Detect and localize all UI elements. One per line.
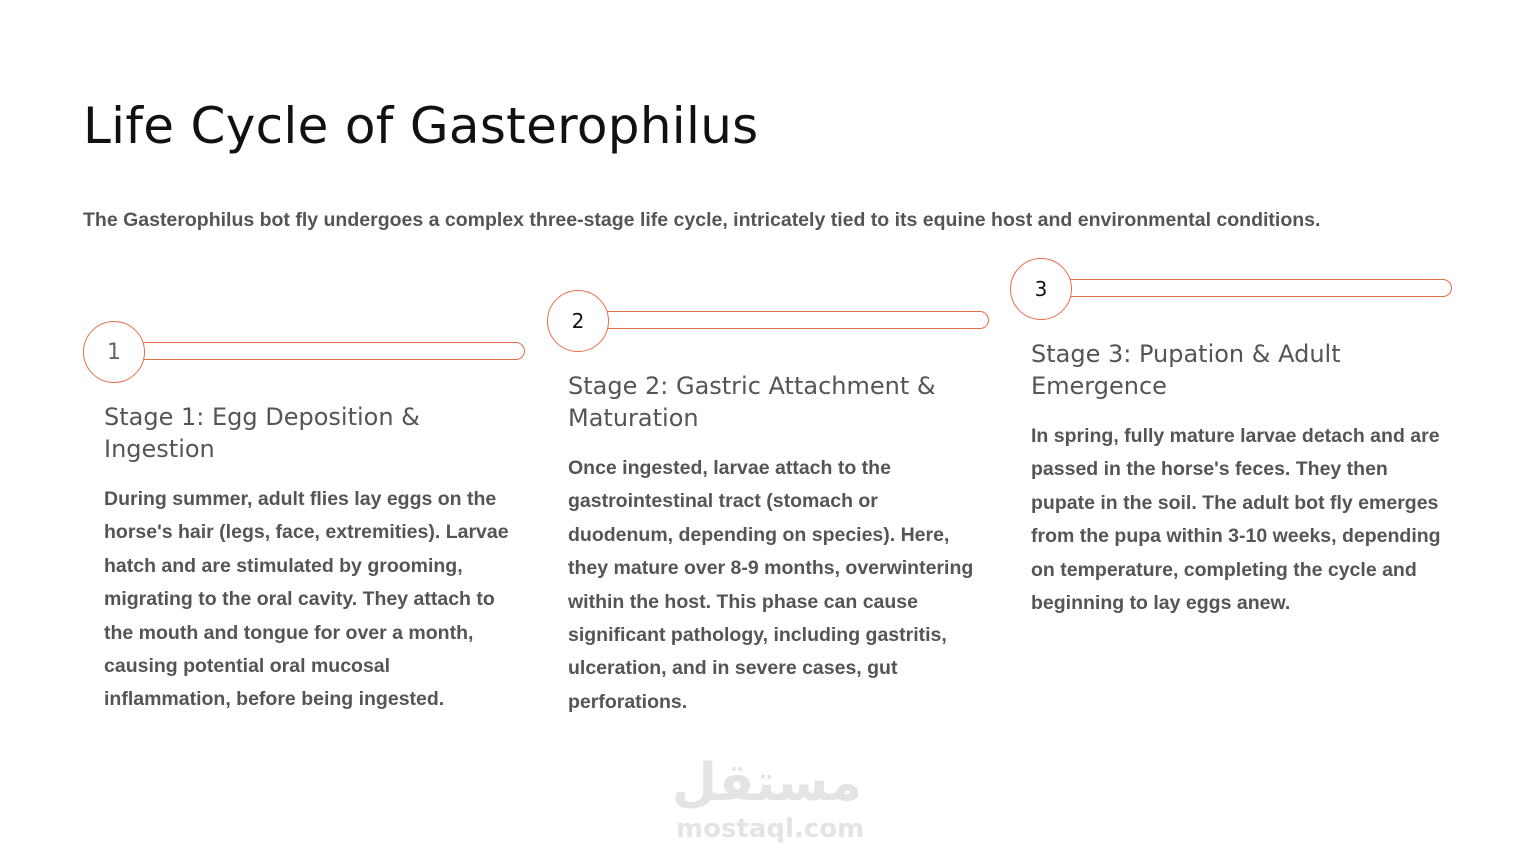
stage-description: Once ingested, larvae attach to the gastrointestinal tract (stomach or duodenum, depending on species). Here, they mature over 8-9 months, overwintering within the host. This phase can cause significant pathology, including gastritis, ulceration, and in severe cases, gut perforations. xyxy=(568,457,974,713)
stage-number-badge: 1 xyxy=(83,321,145,383)
stage-heading: Stage 2: Gastric Attachment & Maturation xyxy=(568,372,936,432)
stage-description: In spring, fully mature larvae detach and are passed in the horse's feces. They then pupate in the soil. The adult bot fly emerges from the pupa within 3-10 weeks, depending on temperature, completing the cycle and beginning to lay eggs anew. xyxy=(1031,425,1441,615)
timeline-bar xyxy=(119,342,525,360)
stage-number-badge: 2 xyxy=(547,290,609,352)
page-title: Life Cycle of Gasterophilus xyxy=(83,97,759,155)
intro-paragraph: The Gasterophilus bot fly undergoes a complex three-stage life cycle, intricately tied to its equine host and environmental conditions. xyxy=(83,209,1321,231)
watermark xyxy=(671,752,865,844)
watermark-logo: مستقل xyxy=(671,753,862,813)
stage-number-badge: 3 xyxy=(1010,258,1072,320)
stage-heading: Stage 3: Pupation & Adult Emergence xyxy=(1031,340,1341,400)
timeline-bar xyxy=(1046,279,1452,297)
stage-description: During summer, adult flies lay eggs on the horse's hair (legs, face, extremities). Larvae hatch and are stimulated by grooming, migrating to the oral cavity. They attach to the mouth and tongue for over a month, causing potential oral mucosal inflammation, before being ingested. xyxy=(104,488,509,711)
timeline-bar xyxy=(583,311,989,329)
stage-heading: Stage 1: Egg Deposition & Ingestion xyxy=(104,403,420,463)
watermark-text: mostaql.com xyxy=(676,814,865,844)
